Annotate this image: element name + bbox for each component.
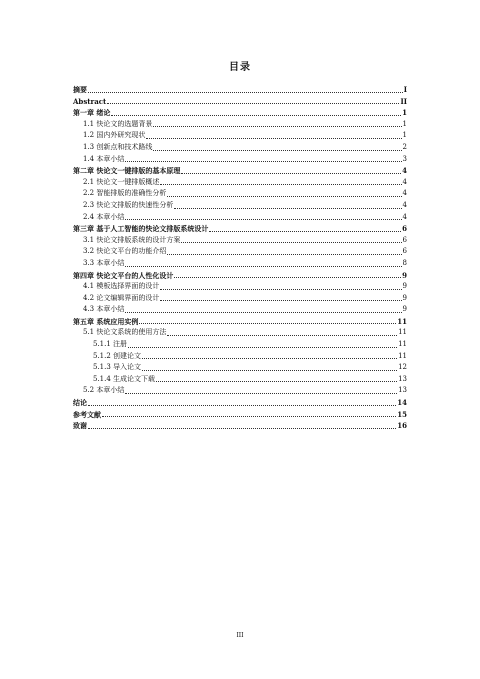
dot-leader	[139, 323, 396, 324]
toc-entry-label: 3.3 本章小结	[83, 258, 125, 267]
toc-entry-label: 第五章 系统应用实例	[73, 316, 139, 326]
toc-entry-label: 4.1 模板选择界面的设计	[83, 282, 160, 291]
dot-leader	[153, 126, 401, 127]
toc-entry-page: 4	[402, 177, 407, 186]
toc-entry[interactable]	[73, 223, 407, 235]
toc-entry[interactable]	[73, 119, 407, 131]
dot-leader	[160, 184, 401, 185]
toc-entry-page: 8	[402, 258, 407, 267]
dot-leader	[209, 231, 401, 232]
toc-entry[interactable]	[73, 270, 407, 282]
toc-entry-page: 14	[397, 398, 407, 408]
toc-entry-label: 结论	[73, 398, 87, 408]
toc-entry-label: 3.1 快论文排版系统的设计方案	[83, 235, 181, 244]
toc-entry[interactable]	[73, 374, 407, 386]
toc-entry-label: 4.2 论文编辑界面的设计	[83, 293, 160, 302]
toc-entry[interactable]	[73, 327, 407, 339]
table-of-contents	[73, 84, 407, 432]
toc-entry[interactable]	[73, 397, 407, 409]
toc-entry-page: 2	[402, 142, 407, 151]
toc-entry-page: 13	[398, 386, 407, 395]
dot-leader	[88, 92, 403, 93]
dot-leader	[167, 196, 401, 197]
dot-leader	[125, 393, 397, 394]
toc-entry-page: 3	[402, 154, 407, 163]
toc-entry-label: 摘要	[73, 85, 87, 94]
toc-entry-page: 9	[402, 282, 407, 291]
page-title: 目录	[229, 62, 251, 73]
dot-leader	[125, 161, 401, 162]
dot-leader	[160, 289, 401, 290]
toc-entry-label: 第一章 绪论	[73, 108, 111, 118]
dot-leader	[160, 300, 401, 301]
toc-entry-page: II	[400, 96, 407, 106]
toc-entry-label: 2.3 快论文排版的快速性分析	[83, 200, 174, 209]
toc-entry[interactable]	[73, 177, 407, 189]
toc-entry-label: 2.2 智能排版的准确性分析	[83, 189, 167, 198]
toc-entry-page: 6	[402, 247, 407, 256]
toc-entry-label: 5.1.3 导入论文	[93, 363, 142, 372]
toc-entry-label: 5.2 本章小结	[83, 386, 125, 395]
toc-entry[interactable]	[73, 420, 407, 432]
toc-entry-label: 5.1.4 生成论文下载	[93, 374, 156, 383]
toc-entry[interactable]	[73, 200, 407, 212]
toc-entry-page: 11	[397, 316, 407, 326]
toc-entry-page: 11	[398, 340, 407, 349]
toc-entry-label: 参考文献	[73, 409, 101, 419]
toc-entry[interactable]	[73, 304, 407, 316]
dot-leader	[142, 358, 397, 359]
toc-entry[interactable]	[73, 281, 407, 293]
toc-entry-label: 致谢	[73, 421, 87, 431]
dot-leader	[142, 370, 397, 371]
toc-entry-page: 11	[398, 328, 407, 337]
dot-leader	[128, 347, 397, 348]
toc-entry[interactable]	[73, 409, 407, 421]
dot-leader	[174, 208, 401, 209]
toc-entry[interactable]	[73, 154, 407, 166]
toc-entry-page: 4	[402, 212, 407, 221]
toc-entry[interactable]	[73, 258, 407, 270]
toc-entry-label: 5.1.1 注册	[93, 340, 128, 349]
toc-entry-label: 5.1.2 创建论文	[93, 351, 142, 360]
dot-leader	[181, 173, 401, 174]
toc-entry[interactable]	[73, 362, 407, 374]
toc-entry-page: 4	[402, 200, 407, 209]
dot-leader	[125, 266, 401, 267]
toc-entry[interactable]	[73, 84, 407, 96]
toc-entry-page: 1	[402, 108, 407, 118]
dot-leader	[167, 254, 401, 255]
toc-entry-page: 6	[402, 235, 407, 244]
dot-leader	[111, 115, 401, 116]
page-number: III	[236, 632, 244, 639]
toc-entry-label: 3.2 快论文平台的功能介绍	[83, 247, 167, 256]
toc-entry-page: 9	[402, 305, 407, 314]
toc-entry-label: 第二章 快论文一键排版的基本原理	[73, 166, 181, 176]
toc-entry[interactable]	[73, 235, 407, 247]
dot-leader	[174, 277, 401, 278]
toc-entry[interactable]	[73, 246, 407, 258]
toc-entry[interactable]	[73, 142, 407, 154]
dot-leader	[153, 150, 401, 151]
dot-leader	[88, 428, 396, 429]
toc-entry[interactable]	[73, 212, 407, 224]
toc-entry-page: 9	[402, 270, 407, 280]
toc-entry-page: 9	[402, 293, 407, 302]
toc-entry-label: 第四章 快论文平台的人性化设计	[73, 270, 174, 280]
toc-entry[interactable]	[73, 351, 407, 363]
toc-entry-page: 16	[397, 421, 407, 431]
toc-entry[interactable]	[73, 96, 407, 108]
toc-entry-label: Abstract	[73, 96, 107, 106]
toc-entry-label: 5.1 快论文系统的使用方法	[83, 328, 167, 337]
toc-entry-page: 13	[398, 374, 407, 383]
toc-entry-page: I	[403, 85, 407, 94]
toc-entry-page: 15	[397, 409, 407, 419]
toc-entry[interactable]	[73, 107, 407, 119]
dot-leader	[107, 103, 399, 104]
toc-entry[interactable]	[73, 316, 407, 328]
dot-leader	[88, 405, 396, 406]
toc-entry[interactable]	[73, 293, 407, 305]
toc-entry[interactable]	[73, 188, 407, 200]
dot-leader	[102, 416, 396, 417]
dot-leader	[181, 242, 401, 243]
toc-entry-page: 1	[402, 119, 407, 128]
toc-entry-page: 4	[402, 189, 407, 198]
toc-entry-label: 4.3 本章小结	[83, 305, 125, 314]
dot-leader	[167, 335, 397, 336]
toc-entry-label: 2.1 快论文一键排版概述	[83, 177, 160, 186]
toc-entry[interactable]	[73, 385, 407, 397]
toc-entry-page: 6	[402, 224, 407, 234]
dot-leader	[125, 312, 401, 313]
toc-entry-label: 2.4 本章小结	[83, 212, 125, 221]
dot-leader	[125, 219, 401, 220]
toc-entry-label: 1.1 快论文的选题背景	[83, 119, 153, 128]
toc-entry-page: 4	[402, 166, 407, 176]
toc-entry-page: 12	[398, 363, 407, 372]
toc-entry[interactable]	[73, 130, 407, 142]
toc-entry[interactable]	[73, 339, 407, 351]
dot-leader	[146, 138, 401, 139]
toc-entry-label: 1.2 国内外研究现状	[83, 131, 146, 140]
dot-leader	[156, 381, 397, 382]
toc-entry[interactable]	[73, 165, 407, 177]
toc-entry-label: 1.4 本章小结	[83, 154, 125, 163]
toc-entry-label: 1.3 创新点和技术路线	[83, 142, 153, 151]
toc-entry-page: 1	[402, 131, 407, 140]
toc-entry-label: 第三章 基于人工智能的快论文排版系统设计	[73, 224, 209, 234]
toc-entry-page: 11	[398, 351, 407, 360]
